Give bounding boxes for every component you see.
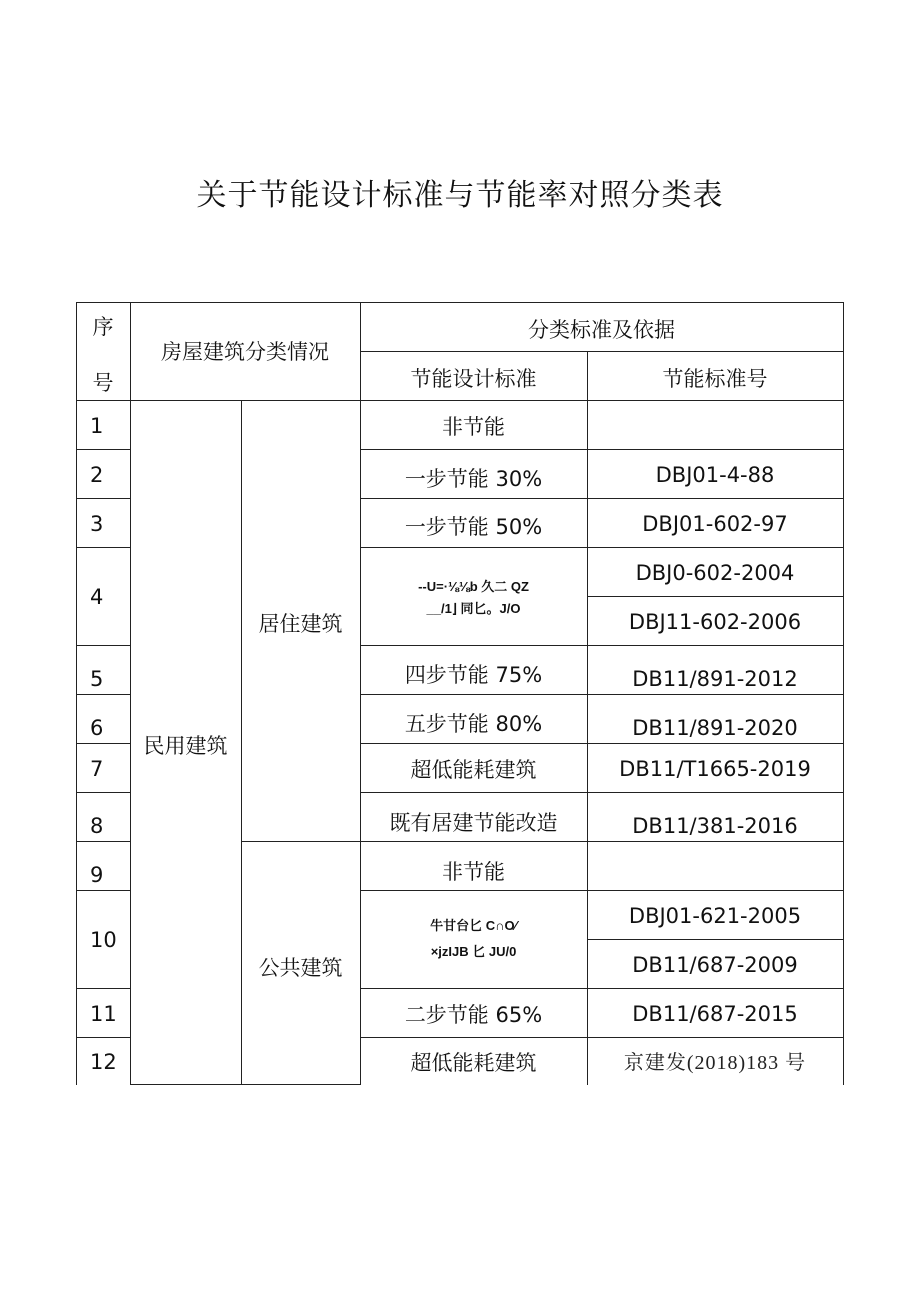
row-line xyxy=(587,596,843,597)
group-public: 公共建筑 xyxy=(258,956,343,980)
row-seq: 8 xyxy=(90,813,104,838)
header-category: 房屋建筑分类情况 xyxy=(161,340,329,364)
header-design-standard: 节能设计标准 xyxy=(410,367,537,391)
row-code xyxy=(587,402,843,449)
row-line xyxy=(360,449,843,450)
group-residential: 居住建筑 xyxy=(258,612,343,636)
row-design: 一步节能 30% xyxy=(404,466,543,491)
row-seq: 10 xyxy=(90,928,117,952)
header-seq-bottom: 号 xyxy=(92,371,114,395)
row-design-garbled-line2: __/1⌋ 同匕。J/O xyxy=(426,600,521,616)
row-line xyxy=(76,1037,130,1038)
row-code: 京建发(2018)183 号 xyxy=(623,1051,807,1074)
row-seq: 7 xyxy=(90,756,104,781)
table-border-bottom xyxy=(130,1084,360,1085)
row-line xyxy=(360,792,843,793)
row-seq: 2 xyxy=(90,462,104,487)
row-design-garbled-line1: 牛甘台匕 C∩O∕ xyxy=(430,917,517,933)
row-seq: 4 xyxy=(90,585,104,609)
row-line xyxy=(360,645,843,646)
row-code: DB11/687-2009 xyxy=(632,952,798,977)
table-border-right xyxy=(843,302,844,1085)
header-bottom xyxy=(76,400,843,401)
row-line xyxy=(76,645,130,646)
row-design: 既有居建节能改造 xyxy=(389,810,558,835)
row-line xyxy=(76,498,130,499)
row-code: DBJ0-602-2004 xyxy=(635,560,795,585)
row-seq: 12 xyxy=(90,1050,117,1074)
row-code xyxy=(587,847,843,894)
row-line xyxy=(76,792,130,793)
row-seq: 6 xyxy=(90,715,104,740)
group-civil: 民用建筑 xyxy=(143,734,228,758)
row-seq: 11 xyxy=(90,1001,117,1026)
row-code: DB11/T1665-2019 xyxy=(619,756,811,781)
row-code: DBJ01-621-2005 xyxy=(628,903,802,928)
row-seq: 1 xyxy=(90,413,104,438)
row-design: 非节能 xyxy=(442,414,505,439)
row-design: 二步节能 65% xyxy=(404,1002,543,1027)
row-seq: 5 xyxy=(90,666,104,691)
row-line xyxy=(76,988,130,989)
header-standard-no: 节能标准号 xyxy=(662,367,768,391)
row-design: 四步节能 75% xyxy=(404,662,543,687)
row-design: 一步节能 50% xyxy=(404,514,543,539)
row-line xyxy=(76,449,130,450)
row-code: DBJ11-602-2006 xyxy=(628,609,802,634)
row-code: DB11/891-2020 xyxy=(632,715,798,740)
row-code: DB11/687-2015 xyxy=(632,1001,798,1026)
row-code: DBJ01-4-88 xyxy=(655,462,775,487)
row-design-garbled-line2: ×jzIJB 匕 JU/0 xyxy=(430,943,517,959)
header-seq-top: 序 xyxy=(92,315,114,339)
row-code: DB11/891-2012 xyxy=(632,666,798,691)
row-line xyxy=(587,939,843,940)
row-seq: 3 xyxy=(90,511,104,536)
row-design: 五步节能 80% xyxy=(404,711,543,736)
row-line xyxy=(360,988,843,989)
row-code: DBJ01-602-97 xyxy=(642,511,788,536)
row-design-garbled-line1: --U=·⅛⅛b 久二 QZ xyxy=(418,578,529,594)
header-basis: 分类标准及依据 xyxy=(528,317,675,342)
page-title: 关于节能设计标准与节能率对照分类表 xyxy=(196,178,724,213)
row-line xyxy=(76,547,130,548)
row-design: 超低能耗建筑 xyxy=(410,757,537,782)
row-design: 超低能耗建筑 xyxy=(410,1051,537,1075)
row-design: 非节能 xyxy=(442,859,505,884)
row-seq: 9 xyxy=(90,862,104,887)
row-code: DB11/381-2016 xyxy=(632,813,798,838)
header-divider xyxy=(360,351,843,352)
